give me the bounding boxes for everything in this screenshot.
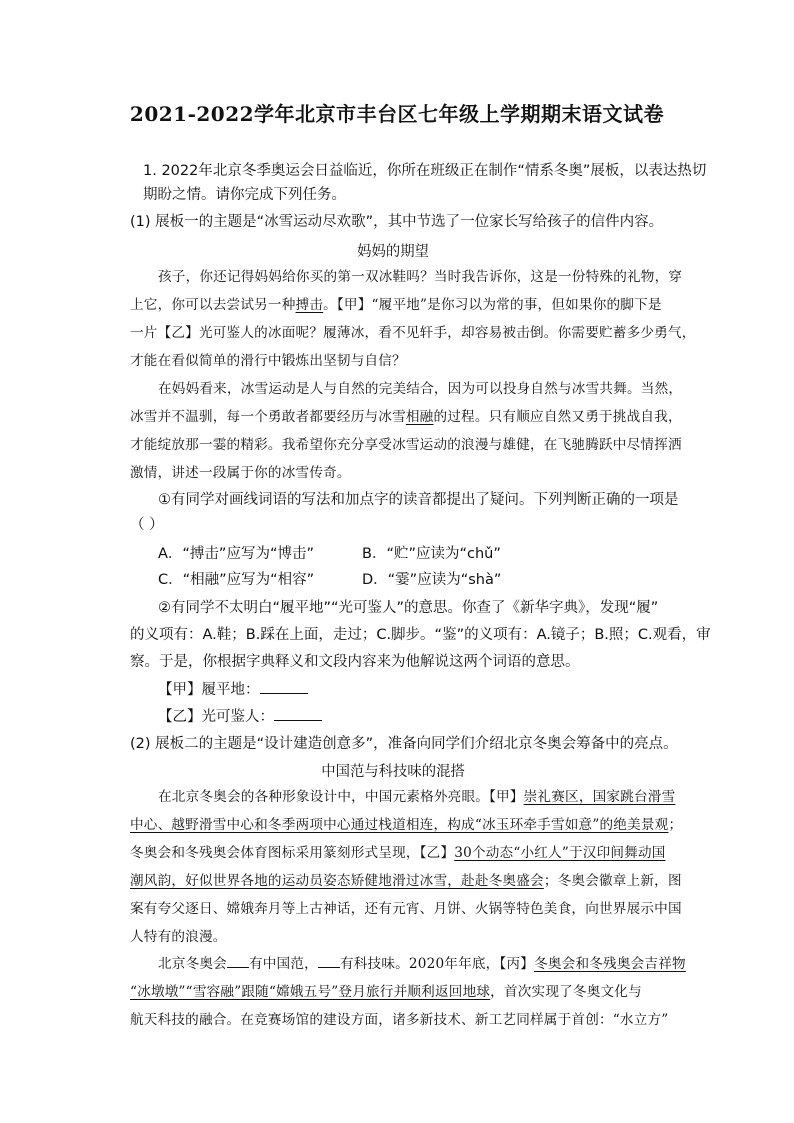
answer-blank[interactable] bbox=[260, 679, 308, 694]
article-line: 潮风韵，好似世界各地的运动员姿态矫健地滑过冰雪，赴赴冬奥盛会；冬奥会徽章上新，图 bbox=[130, 873, 682, 889]
underlined-sentence-yi: 30个动态“小红人”于汉印间舞动国 bbox=[454, 845, 666, 861]
underlined-word-xiangrong: 相融 bbox=[405, 409, 434, 425]
question-1-intro-line-2: 期盼之情。请你完成下列任务。 bbox=[143, 187, 346, 203]
letter-line: 冰雪并不温驯，每一个勇敢者都要经历与冰雪相融的过程。只有顺应自然又勇于挑战自我， bbox=[130, 409, 682, 425]
letter-line: 才能在看似简单的滑行中锻炼出坚韧与自信？ bbox=[130, 353, 406, 369]
letter-line: 一片【乙】光可鉴人的冰面呢？履薄冰，看不见轩手，却容易被击倒。你需要贮蓄多少勇气， bbox=[130, 325, 696, 341]
underlined-sentence-yi: 潮风韵，好似世界各地的运动员姿态矫健地滑过冰雪，赴赴冬奥盛会 bbox=[130, 873, 544, 889]
fill-blank[interactable] bbox=[318, 953, 340, 968]
letter-line: 才能绽放那一霎的精彩。我希望你充分享受冰雪运动的浪漫与雄健，在飞驰腾跃中尽情挥洒 bbox=[130, 437, 682, 453]
letter-title: 妈妈的期望 bbox=[357, 244, 429, 260]
answer-blank[interactable] bbox=[274, 706, 322, 721]
part-1-heading: (1) 展板一的主题是“冰雪运动尽欢歌”，其中节选了一位家长写给孩子的信件内容。 bbox=[130, 214, 664, 230]
letter-line: 在妈妈看来，冰雪运动是人与自然的完美结合，因为可以投身自然与冰雪共舞。当然， bbox=[158, 381, 683, 397]
option-a: A．“搏击”应写为“博击” bbox=[158, 546, 314, 562]
sub-question-1-stem: ①有同学对画线词语的写法和加点字的读音都提出了疑问。下列判断正确的一项是 bbox=[158, 492, 679, 508]
article-line: 案有夸父逐日、嫦娥奔月等上古神话，还有元宵、月饼、火锅等特色美食，向世界展示中国 bbox=[130, 901, 682, 917]
answer-line-yi: 【乙】光可鉴人： bbox=[158, 706, 322, 728]
underlined-sentence-bing: 冬奥会和冬残奥会吉祥物 bbox=[534, 956, 686, 972]
article-line: 在北京冬奥会的各种形象设计中，中国元素格外亮眼。【甲】崇礼赛区，国家跳台滑雪 bbox=[158, 789, 676, 805]
underlined-word-boji: 搏击 bbox=[295, 297, 324, 313]
part-2-heading: (2) 展板二的主题是“设计建造创意多”，准备向同学们介绍北京冬奥会筹备中的亮点。 bbox=[130, 736, 678, 752]
article-line: 航天科技的融合。在竞赛场馆的建设方面，诸多新技术、新工艺同样属于首创：“水立方” bbox=[130, 1012, 669, 1028]
article-title: 中国范与科技味的混搭 bbox=[321, 764, 465, 780]
article-line: “冰墩墩”“雪容融”跟随“嫦娥五号”登月旅行并顺利返回地球，首次实现了冬奥文化与 bbox=[130, 984, 642, 1000]
underlined-sentence-jia: 中心、越野滑雪中心和冬季两项中心通过栈道相连，构成“冰玉环牵手雪如意”的绝美景观 bbox=[130, 817, 669, 833]
answer-bracket: （ ） bbox=[130, 517, 164, 533]
letter-line: 激情，讲述一段属于你的冰雪传奇。 bbox=[130, 465, 351, 481]
fill-blank[interactable] bbox=[227, 953, 249, 968]
article-line: 中心、越野滑雪中心和冬季两项中心通过栈道相连，构成“冰玉环牵手雪如意”的绝美景观； bbox=[130, 817, 683, 833]
underlined-sentence-jia: 崇礼赛区，国家跳台滑雪 bbox=[523, 789, 676, 805]
article-line: 人特有的浪漫。 bbox=[130, 929, 227, 945]
letter-line: 孩子，你还记得妈妈给你买的第一双冰鞋吗？当时我告诉你，这是一份特殊的礼物，穿 bbox=[158, 269, 683, 285]
underlined-sentence-bing: “冰墩墩”“雪容融”跟随“嫦娥五号”登月旅行并顺利返回地球 bbox=[130, 984, 491, 1000]
option-b: B．“贮”应读为“chǔ” bbox=[362, 546, 501, 562]
option-d: D．“霎”应读为“shà” bbox=[362, 572, 502, 588]
sub-question-2-line: 察。于是，你根据字典释义和文段内容来为他解说这两个词语的意思。 bbox=[130, 654, 580, 670]
page-title: 2021-2022学年北京市丰台区七年级上学期期末语文试卷 bbox=[129, 102, 665, 126]
article-line: 冬奥会和冬残奥会体育图标采用篆刻形式呈现，【乙】30个动态“小红人”于汉印间舞动国 bbox=[130, 845, 666, 861]
answer-line-jia: 【甲】履平地： bbox=[158, 679, 308, 701]
sub-question-2-line: ②有同学不太明白“履平地”“光可鉴人”的意思。你查了《新华字典》，发现“履” bbox=[158, 600, 659, 616]
option-c: C．“相融”应写为“相容” bbox=[158, 572, 315, 588]
sub-question-2-line: 的义项有：A.鞋；B.踩在上面，走过；C.脚步。“鉴”的义项有：A.镜子；B.照；C.观看，审 bbox=[130, 627, 711, 643]
question-1-intro-line-1: 1. 2022年北京冬季奥运会日益临近，你所在班级正在制作“情系冬奥”展板，以表达热切 bbox=[143, 163, 707, 179]
letter-line: 上它，你可以去尝试另一种搏击。【甲】“履平地”是你习以为常的事，但如果你的脚下是 bbox=[130, 297, 662, 313]
article-line: 北京冬奥会 有中国范， 有科技味。2020年年底，【丙】冬奥会和冬残奥会吉祥物 bbox=[158, 953, 686, 975]
